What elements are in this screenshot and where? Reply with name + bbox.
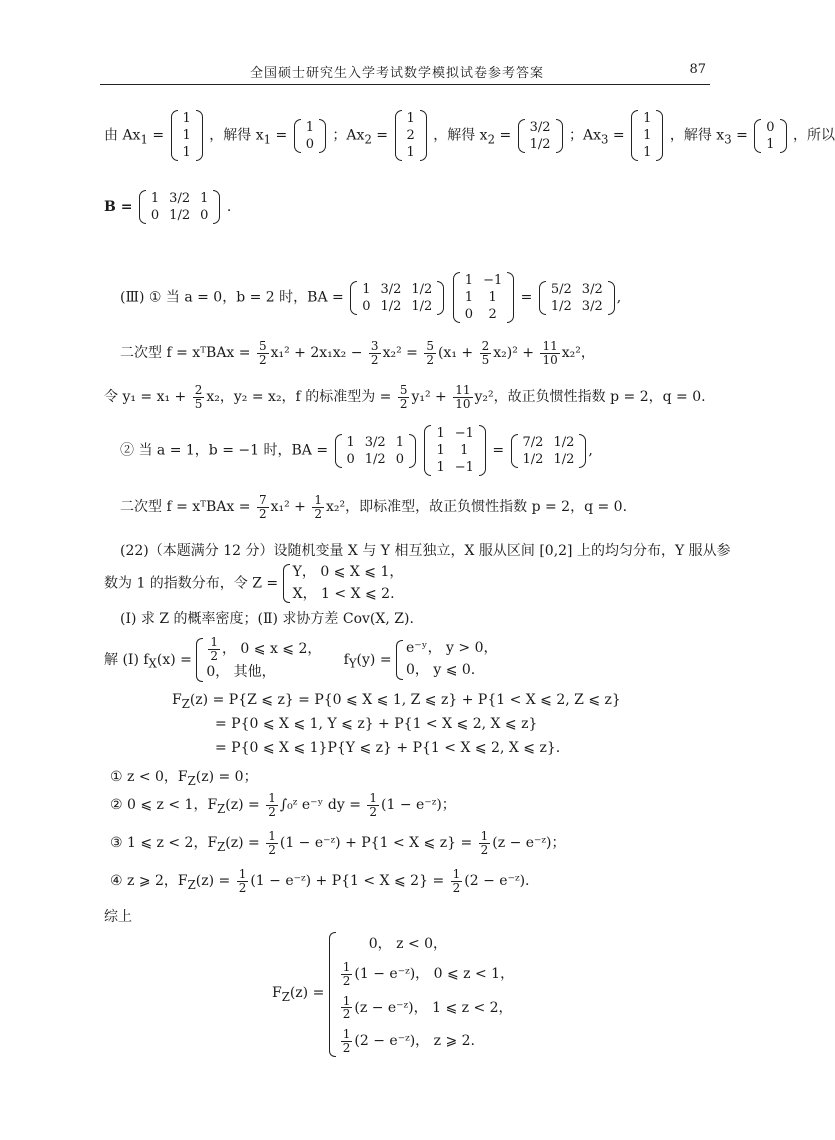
cell: 1/2 bbox=[411, 281, 433, 297]
text: (1 − e⁻ᶻ) + P{1 < X ⩽ z} = bbox=[279, 835, 477, 852]
cell: 1 bbox=[460, 443, 469, 458]
numerator: 1 bbox=[314, 493, 323, 507]
case bbox=[339, 992, 514, 1026]
text: (2 − e⁻ᶻ)， z ⩾ 2. bbox=[354, 1033, 475, 1050]
matrix-ba2-a bbox=[424, 425, 485, 476]
text: (1 − e⁻ᶻ)； bbox=[381, 797, 456, 814]
line-case-3 bbox=[110, 830, 566, 856]
text: (z) = 0； bbox=[195, 769, 258, 785]
cell: 1 bbox=[464, 290, 474, 305]
denominator: 2 bbox=[258, 352, 267, 367]
cell: 1 bbox=[150, 191, 160, 206]
cell: 1 bbox=[464, 273, 474, 288]
text: (x) = bbox=[156, 651, 192, 668]
denominator: 2 bbox=[238, 880, 247, 895]
fraction bbox=[266, 792, 278, 818]
fraction bbox=[257, 340, 269, 366]
cell: 1 bbox=[766, 136, 775, 152]
text: ；Ax bbox=[332, 127, 365, 144]
text: = P{0 ⩽ X ⩽ 1}P{Y ⩽ z} + P{1 < X ⩽ 2, X ⩽ z}. bbox=[215, 740, 561, 756]
cell: 0 bbox=[766, 119, 775, 135]
fraction bbox=[480, 340, 492, 366]
case: e⁻ʸ， y > 0， bbox=[406, 640, 498, 657]
denominator: 2 bbox=[452, 880, 461, 895]
line-questions bbox=[120, 608, 414, 628]
fraction bbox=[424, 340, 436, 366]
line-quadratic-form-1 bbox=[120, 340, 595, 366]
fraction bbox=[540, 340, 559, 366]
fraction bbox=[369, 340, 381, 366]
cell: 0 bbox=[150, 208, 160, 223]
numerator: 2 bbox=[194, 383, 203, 397]
case: 0， z < 0， bbox=[368, 936, 448, 952]
matrix-b3 bbox=[631, 110, 663, 161]
text: (z) = bbox=[225, 797, 265, 814]
line-z-definition bbox=[104, 562, 403, 605]
case bbox=[339, 958, 514, 992]
cell: 1 bbox=[436, 443, 445, 458]
cell: 1/2 bbox=[522, 451, 544, 467]
denominator: 2 bbox=[268, 842, 276, 857]
fraction bbox=[193, 384, 205, 410]
text: ② 0 ⩽ z < 1，F bbox=[110, 797, 218, 814]
text: B = bbox=[104, 199, 133, 215]
text: = P{0 ⩽ X ⩽ 1, Y ⩽ z} + P{1 < X ⩽ 2, X ⩽ z} bbox=[215, 716, 538, 732]
cell: 1/2 bbox=[529, 136, 551, 152]
fraction bbox=[398, 384, 410, 410]
cell: 2 bbox=[406, 128, 415, 143]
fraction bbox=[312, 494, 324, 520]
subscript: Z bbox=[217, 801, 226, 816]
cell: 2 bbox=[488, 307, 497, 322]
subscript: Z bbox=[187, 773, 196, 788]
cell: 1 bbox=[346, 434, 355, 450]
text: ，解得 x bbox=[209, 127, 264, 144]
denominator: 2 bbox=[342, 1007, 351, 1022]
fraction bbox=[266, 830, 278, 856]
cell: 1 bbox=[643, 128, 652, 143]
numerator: 1 bbox=[480, 829, 489, 843]
text: x₁² + 2x₁x₂ − bbox=[270, 345, 367, 362]
denominator: 2 bbox=[399, 396, 408, 411]
denominator: 10 bbox=[542, 352, 558, 367]
denominator: 2 bbox=[342, 1040, 351, 1055]
text: ① z < 0，F bbox=[110, 769, 188, 785]
subscript: 3 bbox=[724, 132, 732, 147]
text: (Ⅲ) ① 当 a = 0，b = 2 时，BA = bbox=[120, 289, 344, 306]
numerator: 5 bbox=[426, 339, 434, 353]
line-densities bbox=[104, 636, 498, 684]
text: ③ 1 ⩽ z < 2，F bbox=[110, 835, 218, 852]
cell: 1 bbox=[362, 281, 371, 297]
line-case-1 bbox=[110, 766, 258, 788]
cell: 1 bbox=[406, 145, 415, 160]
cell: 0 bbox=[305, 136, 314, 152]
numerator: 7 bbox=[258, 493, 267, 507]
numerator: 5 bbox=[258, 339, 267, 353]
fraction bbox=[341, 961, 353, 987]
cell: 1 bbox=[643, 111, 652, 126]
cell: 0 bbox=[395, 451, 404, 467]
text: (z) = bbox=[225, 835, 265, 852]
text: ，解得 x bbox=[669, 127, 725, 144]
cell: −1 bbox=[454, 426, 474, 441]
numerator: 11 bbox=[455, 383, 471, 397]
denominator: 2 bbox=[268, 804, 276, 819]
text: (22)（本题满分 12 分）设随机变量 X 与 Y 相互独立，X 服从区间 [0,2] 上的均匀分布，Y 服从参 bbox=[120, 543, 731, 559]
matrix-ba1-a bbox=[453, 272, 514, 323]
text: (1 − e⁻ᶻ) + P{1 < X ⩽ 2} = bbox=[250, 873, 449, 890]
matrix-x1 bbox=[294, 119, 326, 153]
cases-z bbox=[283, 562, 404, 605]
text: x₂²， bbox=[561, 345, 595, 362]
fraction bbox=[208, 636, 220, 662]
cell: 3/2 bbox=[364, 434, 386, 450]
text: F bbox=[172, 692, 182, 708]
numerator: 1 bbox=[342, 993, 351, 1008]
text: x₂² = bbox=[382, 345, 423, 362]
cell: 1 bbox=[436, 460, 445, 475]
matrix-x3 bbox=[754, 119, 786, 153]
case: Y， 0 ⩽ X ⩽ 1， bbox=[292, 564, 404, 580]
cell: 3/2 bbox=[169, 191, 191, 206]
cases-fx bbox=[196, 636, 321, 684]
text: x₁² + bbox=[270, 499, 311, 516]
numerator: 1 bbox=[342, 959, 351, 974]
case: 0， 其他， bbox=[206, 664, 276, 681]
line-quadratic-form-2 bbox=[120, 494, 627, 520]
cases-fz-final bbox=[329, 930, 514, 1059]
fraction bbox=[367, 792, 379, 818]
cell: 3/2 bbox=[380, 281, 402, 297]
text: (z − e⁻ᶻ)， 1 ⩽ z < 2， bbox=[354, 999, 513, 1016]
text: (z) = bbox=[289, 984, 325, 1001]
cell: 1/2 bbox=[364, 451, 386, 467]
header-title: 全国硕士研究生入学考试数学模拟试卷参考答案 bbox=[250, 66, 545, 81]
numerator: 1 bbox=[268, 791, 276, 805]
case bbox=[339, 1025, 514, 1059]
text: y₂²，故正负惯性指数 p = 2，q = 0. bbox=[474, 389, 706, 406]
text: 由 Ax bbox=[104, 127, 141, 144]
text: (z) = P{Z ⩽ z} = P{0 ⩽ X ⩽ 1, Z ⩽ z} + P{1 < X ⩽ 2, Z ⩽ z} bbox=[189, 692, 621, 708]
cell: −1 bbox=[483, 273, 503, 288]
numerator: 1 bbox=[210, 635, 218, 649]
text: x₂)² + bbox=[493, 345, 539, 362]
cell: 1/2 bbox=[169, 208, 191, 223]
page-number: 87 bbox=[689, 62, 706, 77]
text: (y) = bbox=[356, 651, 392, 668]
cell: 1/2 bbox=[553, 451, 575, 467]
subscript: Z bbox=[181, 696, 190, 711]
problem-22-statement bbox=[120, 540, 731, 560]
subscript: Z bbox=[281, 989, 290, 1004]
subscript: 1 bbox=[263, 132, 272, 147]
cell: 1/2 bbox=[380, 298, 402, 314]
denominator: 5 bbox=[481, 352, 490, 367]
numerator: 5 bbox=[399, 383, 408, 397]
cell: 3/2 bbox=[529, 119, 551, 135]
fraction bbox=[341, 995, 353, 1021]
text: 令 y₁ = x₁ + bbox=[104, 389, 191, 406]
fraction bbox=[451, 868, 463, 894]
numerator: 1 bbox=[452, 867, 461, 881]
text: ，解得 x bbox=[433, 127, 488, 144]
subscript: 2 bbox=[487, 132, 496, 147]
line-standard-form-1 bbox=[104, 384, 706, 410]
matrix-b1 bbox=[171, 110, 203, 161]
line-ba-case1: (Ⅲ) ① 当 a = 0，b = 2 时，BA = 1 3/2 1/2 0 1/2 1/2 1 −1 1 1 0 2 = 5/2 3/2 1/2 3/2 , bbox=[120, 273, 622, 322]
fraction bbox=[453, 384, 472, 410]
numerator: 3 bbox=[370, 339, 379, 353]
text: . bbox=[226, 199, 232, 215]
cell: 0 bbox=[200, 208, 209, 223]
line-fz-derivation-1 bbox=[172, 692, 621, 711]
matrix-ba2-result bbox=[511, 434, 587, 468]
subscript: Z bbox=[187, 877, 196, 892]
cell: 0 bbox=[362, 298, 371, 314]
line-case-2 bbox=[110, 792, 456, 818]
numerator: 1 bbox=[342, 1027, 351, 1042]
subscript: 2 bbox=[364, 132, 372, 147]
matrix-B bbox=[139, 190, 220, 224]
denominator: 2 bbox=[369, 804, 378, 819]
subscript: X bbox=[148, 656, 157, 671]
cell: 1 bbox=[488, 290, 497, 305]
subscript: Z bbox=[217, 839, 226, 854]
text: f bbox=[343, 651, 349, 668]
fraction bbox=[237, 868, 249, 894]
subscript: 1 bbox=[140, 132, 148, 147]
text: 二次型 f = xᵀBAx = bbox=[120, 345, 255, 362]
cell: 1/2 bbox=[550, 298, 572, 314]
cell: 1 bbox=[182, 111, 191, 126]
fz-final-label bbox=[272, 985, 324, 1004]
page-header bbox=[100, 58, 710, 85]
line-fz-final bbox=[272, 930, 514, 1059]
denominator: 2 bbox=[370, 352, 379, 367]
fraction bbox=[257, 494, 269, 520]
numerator: 2 bbox=[481, 339, 490, 353]
cell: 1 bbox=[305, 119, 314, 135]
cell: 1 bbox=[643, 145, 652, 160]
denominator: 5 bbox=[194, 396, 203, 411]
matrix-b2 bbox=[395, 110, 427, 161]
line-fz-derivation-3 bbox=[215, 740, 560, 756]
denominator: 2 bbox=[342, 973, 351, 988]
denominator: 2 bbox=[258, 506, 267, 521]
text: (z) = bbox=[195, 873, 235, 890]
case: 0， y ⩽ 0. bbox=[406, 661, 476, 678]
text: F bbox=[272, 984, 282, 1001]
text: (1 − e⁻ᶻ)， 0 ⩽ z < 1， bbox=[354, 966, 515, 982]
cell: 3/2 bbox=[581, 281, 603, 297]
denominator: 2 bbox=[426, 352, 434, 367]
text: 解 (Ⅰ) f bbox=[104, 651, 149, 668]
denominator: 2 bbox=[210, 648, 218, 663]
cell: 0 bbox=[464, 307, 474, 322]
line-matrix-b bbox=[104, 190, 231, 224]
denominator: 2 bbox=[480, 842, 489, 857]
text: ；Ax bbox=[569, 127, 602, 144]
line-ba-case2: ② 当 a = 1，b = −1 时，BA = 1 3/2 1 0 1/2 0 1 −1 1 1 1 −1 = 7/2 1/2 1/2 1/2 , bbox=[120, 426, 593, 475]
fraction bbox=[479, 830, 491, 856]
fraction bbox=[341, 1028, 353, 1054]
case: X， 1 < X ⩽ 2. bbox=[292, 585, 395, 602]
text: = bbox=[152, 127, 169, 144]
subscript: Y bbox=[348, 656, 357, 671]
numerator: 1 bbox=[268, 829, 276, 843]
text: y₁² + bbox=[411, 389, 452, 406]
text: (Ⅰ) 求 Z 的概率密度；(Ⅱ) 求协方差 Cov(X, Z). bbox=[120, 611, 414, 627]
cell: 3/2 bbox=[581, 298, 603, 314]
cell: 1 bbox=[182, 145, 191, 160]
text: ④ z ⩾ 2，F bbox=[110, 873, 188, 890]
cell: −1 bbox=[454, 460, 474, 475]
text: 综上 bbox=[104, 909, 132, 925]
case bbox=[206, 636, 321, 662]
line-fz-derivation-2 bbox=[215, 716, 537, 732]
line-ax-solutions: 由 $Ax_1$ = 1 1 1 ，解得 $x_1$ = 1 0 ；$Ax_2$ = 1 2 1 ，解得 $x_2$ = 3/2 1/2 ；$Ax_3$ = 1 1 1 ，解得 $x_3$ = 0 1 ，所以 bbox=[104, 111, 835, 160]
denominator: 10 bbox=[455, 396, 471, 411]
cell: 1 bbox=[436, 426, 445, 441]
matrix-ba1-b bbox=[350, 281, 444, 315]
matrix-x2 bbox=[518, 119, 563, 153]
text: ，所以 bbox=[793, 127, 835, 144]
cases-fy bbox=[396, 638, 498, 681]
cell: 7/2 bbox=[522, 434, 544, 450]
text: x₂，y₂ = x₂，f 的标准型为 = bbox=[206, 389, 396, 406]
text: x₂²，即标准型，故正负惯性指数 p = 2，q = 0. bbox=[326, 499, 628, 516]
cell: 1 bbox=[182, 128, 191, 143]
text: (z − e⁻ᶻ)； bbox=[492, 835, 566, 852]
numerator: 11 bbox=[542, 339, 558, 353]
cell: 1 bbox=[395, 434, 404, 450]
cell: 1/2 bbox=[411, 298, 433, 314]
text: ， 0 ⩽ x ⩽ 2， bbox=[221, 641, 322, 658]
cell: 1 bbox=[200, 191, 209, 206]
text: 二次型 f = xᵀBAx = bbox=[120, 499, 255, 516]
cell: 5/2 bbox=[550, 281, 572, 297]
cell: 1/2 bbox=[553, 434, 575, 450]
numerator: 1 bbox=[238, 867, 247, 881]
text: ∫₀ᶻ e⁻ʸ dy = bbox=[279, 797, 366, 814]
text: ② 当 a = 1，b = −1 时，BA = bbox=[120, 442, 329, 459]
text: 数为 1 的指数分布，令 Z = bbox=[104, 575, 279, 592]
line-case-4 bbox=[110, 868, 530, 894]
line-summary-label bbox=[104, 906, 132, 926]
cell: 1 bbox=[406, 111, 415, 126]
matrix-ba1-result bbox=[539, 281, 615, 315]
matrix-ba2-b bbox=[335, 434, 416, 468]
subscript: 3 bbox=[601, 132, 609, 147]
numerator: 1 bbox=[369, 791, 378, 805]
denominator: 2 bbox=[314, 506, 323, 521]
text: (2 − e⁻ᶻ). bbox=[464, 873, 530, 890]
text: (x₁ + bbox=[437, 345, 478, 362]
cell: 0 bbox=[346, 451, 355, 467]
